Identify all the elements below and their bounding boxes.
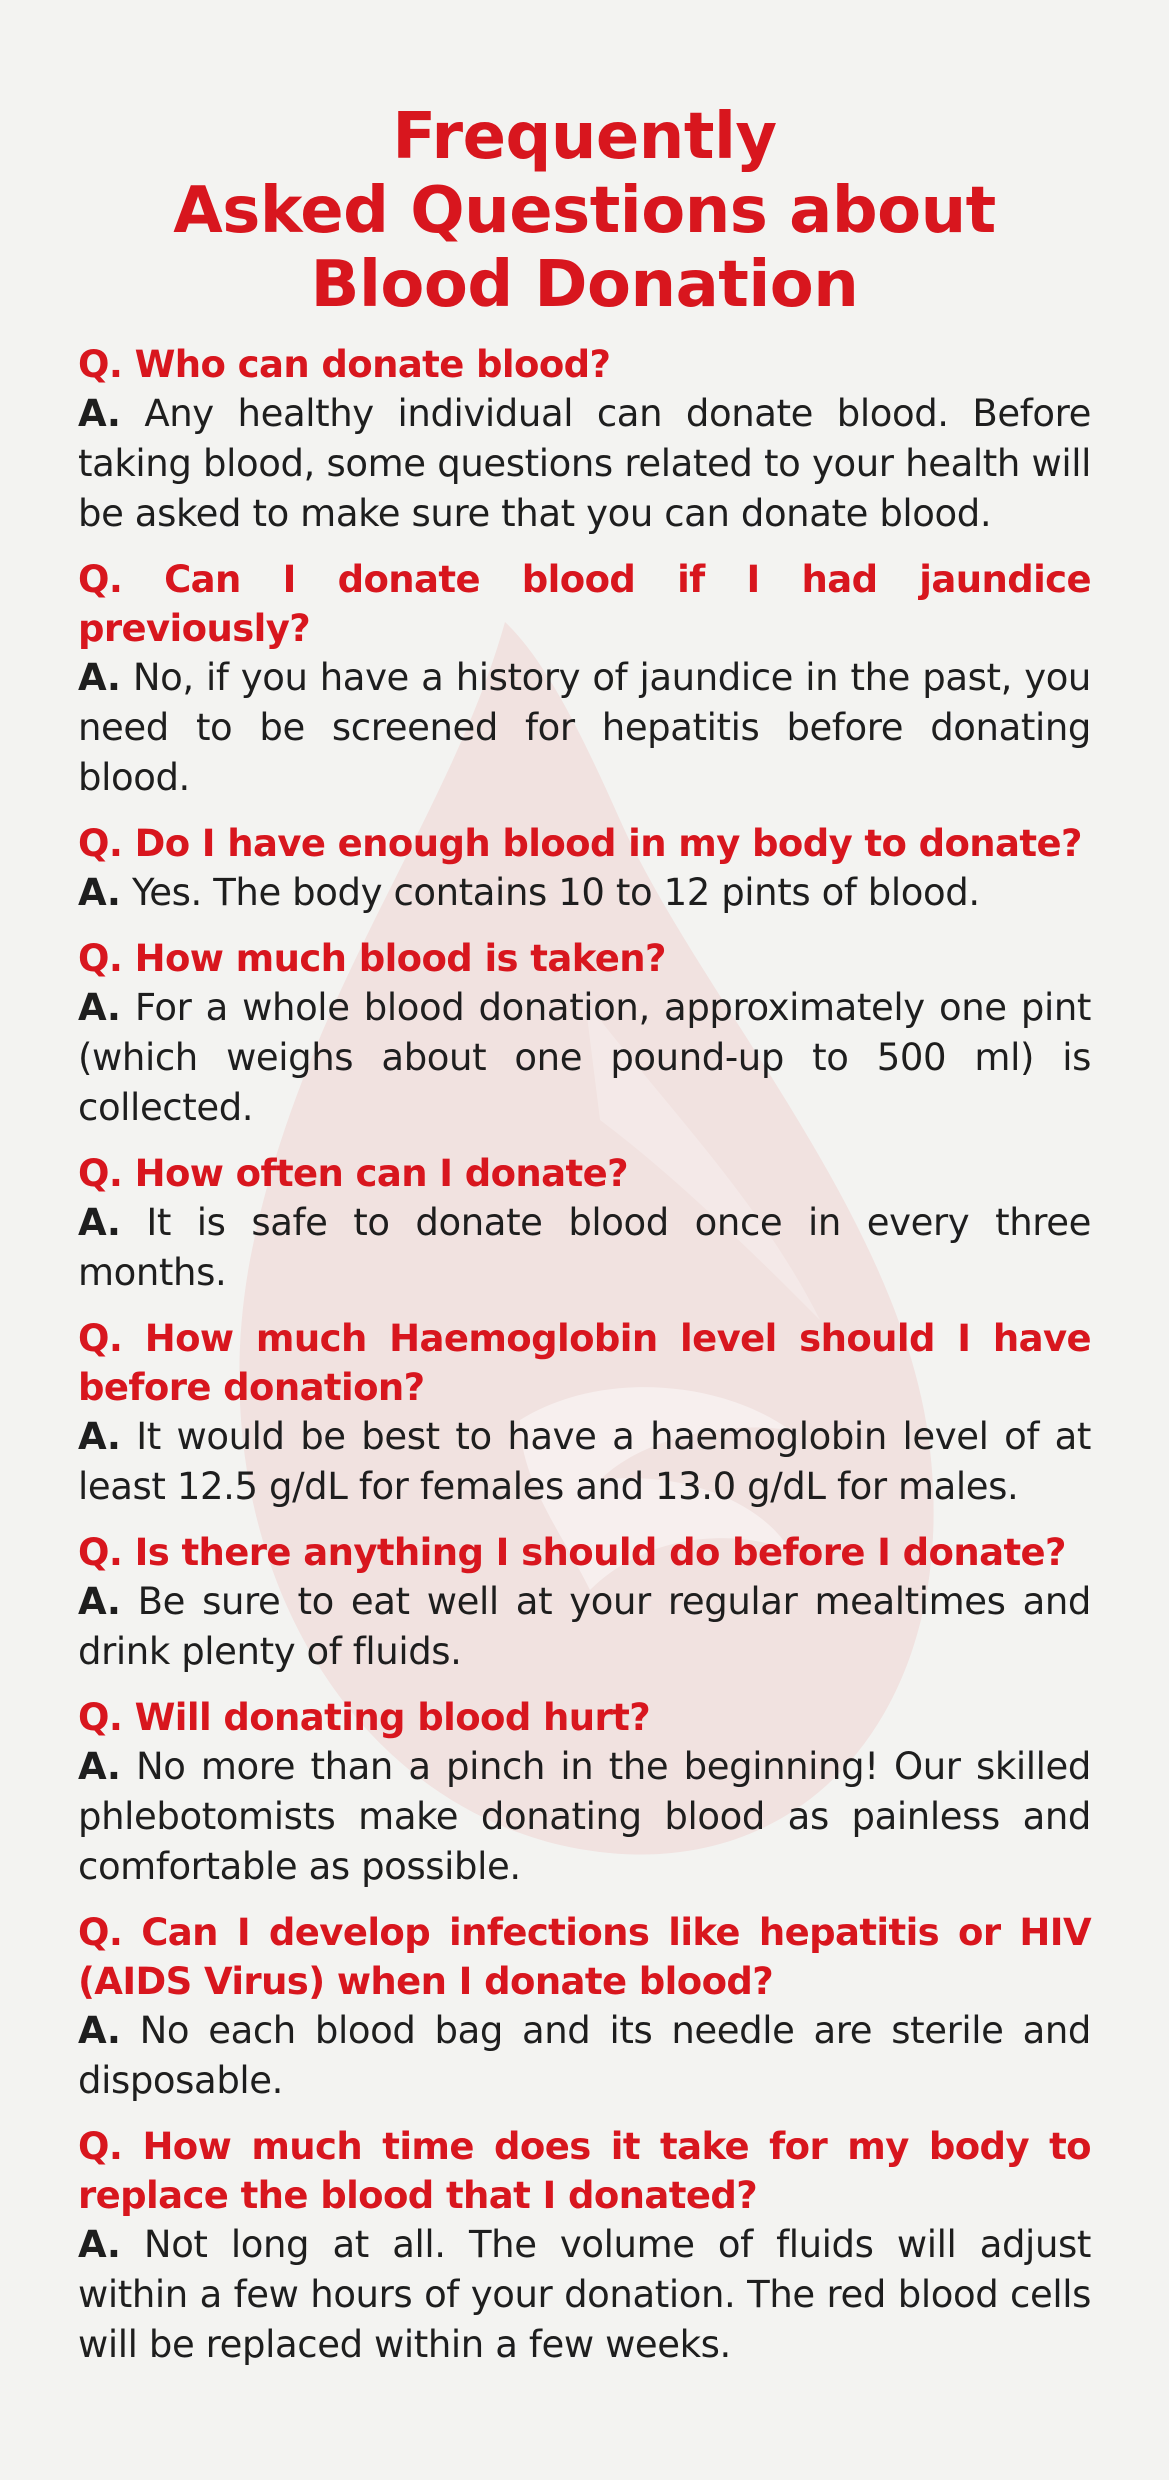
faq-question: Q. Can I develop infections like hepatitis or HIV (AIDS Virus) when I donate blood? xyxy=(78,1911,1091,2003)
answer-text: Be sure to eat well at your regular mealtimes and drink plenty of fluids. xyxy=(78,1580,1091,1673)
faq-question: Q. Do I have enough blood in my body to donate? xyxy=(78,822,1082,865)
faq-question: Q. How often can I donate? xyxy=(78,1152,628,1195)
answer-prefix: A. xyxy=(78,1201,121,1244)
faq-answer xyxy=(78,868,1091,918)
faq-question: Q. How much Haemoglobin level should I have before donation? xyxy=(78,1317,1091,1409)
faq-question: Q. Will donating blood hurt? xyxy=(78,1696,651,1739)
answer-prefix: A. xyxy=(78,986,121,1029)
answer-prefix: A. xyxy=(78,656,121,699)
faq-item xyxy=(78,1528,1091,1677)
title-line-2: Asked Questions about xyxy=(173,174,996,248)
answer-text: No more than a pinch in the beginning! Our skilled phlebotomists make donating blood as painless and comfortable as possible. xyxy=(78,1745,1091,1888)
faq-answer xyxy=(78,2220,1091,2370)
faq-item xyxy=(78,934,1091,1133)
answer-text: No each blood bag and its needle are sterile and disposable. xyxy=(78,2009,1091,2102)
faq-item xyxy=(78,1149,1091,1298)
faq-answer xyxy=(78,389,1091,539)
answer-prefix: A. xyxy=(78,871,121,914)
answer-prefix: A. xyxy=(78,1415,121,1458)
faq-question: Q. How much blood is taken? xyxy=(78,937,666,980)
faq-item xyxy=(78,1693,1091,1892)
faq-item xyxy=(78,340,1091,539)
answer-prefix: A. xyxy=(78,2009,121,2052)
faq-answer xyxy=(78,1742,1091,1892)
answer-text: It would be best to have a haemoglobin level of at least 12.5 g/dL for females and 13.0 g/dL for males. xyxy=(78,1415,1091,1508)
faq-answer xyxy=(78,1412,1091,1512)
faq-answer xyxy=(78,1577,1091,1677)
faq-item xyxy=(78,819,1091,918)
title-line-1: Frequently xyxy=(392,100,777,174)
answer-prefix: A. xyxy=(78,392,121,435)
title-line-3: Blood Donation xyxy=(310,248,859,322)
answer-text: Any healthy individual can donate blood. Before taking blood, some questions related to your health will be asked to make sure that you can donate blood. xyxy=(78,392,1091,535)
answer-prefix: A. xyxy=(78,1580,121,1623)
faq-item xyxy=(78,555,1091,803)
faq-answer xyxy=(78,2006,1091,2106)
faq-question: Q. Is there anything I should do before I donate? xyxy=(78,1531,1066,1574)
faq-answer xyxy=(78,653,1091,803)
answer-text: Not long at all. The volume of fluids will adjust within a few hours of your donation. The red blood cells will be replaced within a few weeks. xyxy=(78,2223,1091,2366)
answer-prefix: A. xyxy=(78,1745,121,1788)
answer-text: It is safe to donate blood once in every three months. xyxy=(78,1201,1091,1294)
faq-answer xyxy=(78,983,1091,1133)
faq-item xyxy=(78,1314,1091,1512)
answer-prefix: A. xyxy=(78,2223,121,2266)
faq-item xyxy=(78,2122,1091,2370)
answer-text: Yes. The body contains 10 to 12 pints of blood. xyxy=(131,871,980,914)
faq-question: Q. Can I donate blood if I had jaundice previously? xyxy=(78,558,1091,650)
faq-item xyxy=(78,1908,1091,2106)
answer-text: For a whole blood donation, approximately one pint (which weighs about one pound-up to 500 ml) is collected. xyxy=(78,986,1091,1129)
faq-answer xyxy=(78,1198,1091,1298)
faq-question: Q. How much time does it take for my body to replace the blood that I donated? xyxy=(78,2125,1091,2217)
faq-question: Q. Who can donate blood? xyxy=(78,343,611,386)
answer-text: No, if you have a history of jaundice in the past, you need to be screened for hepatitis before donating blood. xyxy=(78,656,1091,799)
page-title xyxy=(78,100,1091,322)
